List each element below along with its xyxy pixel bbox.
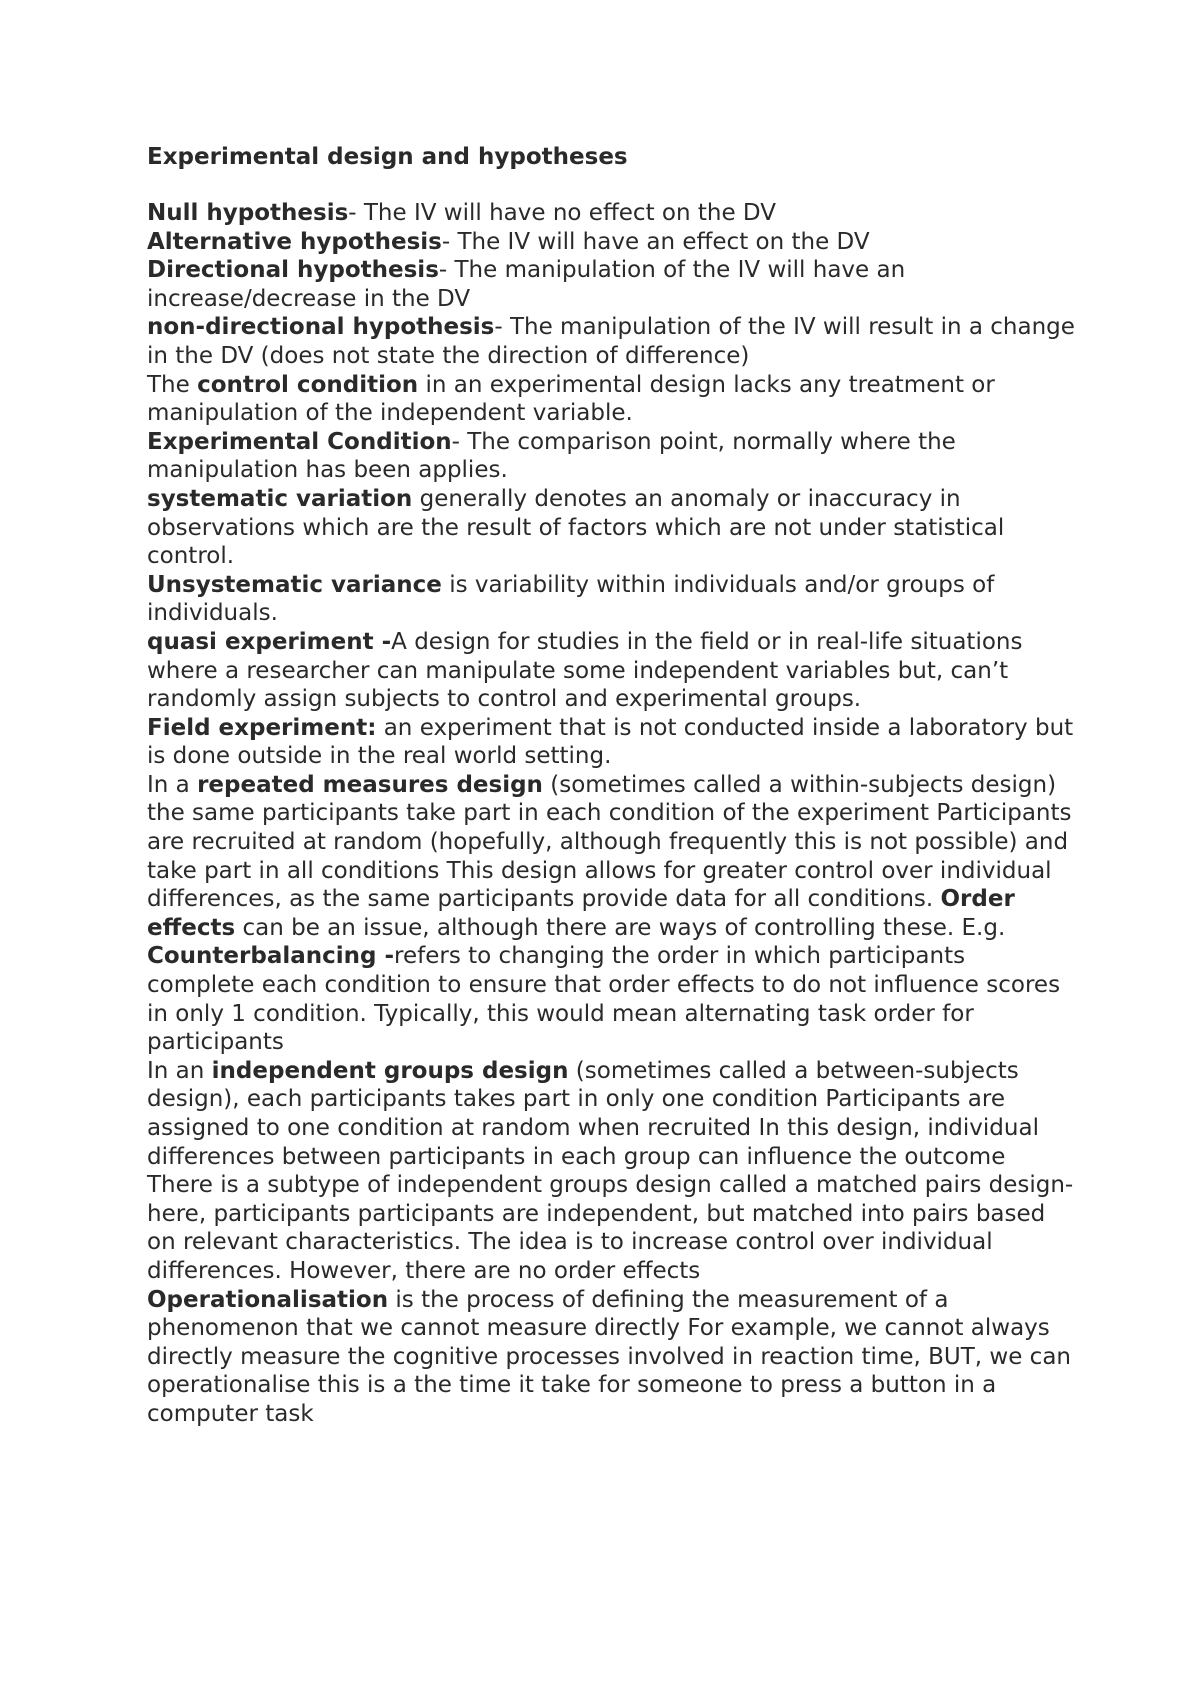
term-null-hypothesis: Null hypothesis <box>147 200 349 226</box>
definition-text: is variability within individuals and/or groups of individuals. <box>147 571 995 627</box>
para-lead-text: In an <box>147 1057 212 1084</box>
term-independent-groups-design: independent groups design <box>211 1057 569 1084</box>
term-non-directional-hypothesis: non-directional hypothesis <box>147 314 495 341</box>
document-title: Experimental design and hypotheses <box>147 144 628 170</box>
definition-text: generally denotes an anomaly or inaccuracy in observations which are the result of factors which are not under statistical control. <box>147 485 1005 570</box>
definition-independent-groups-design <box>147 1057 1077 1286</box>
definition-experimental-condition <box>147 428 1077 485</box>
term-unsystematic-variance: Unsystematic variance <box>147 571 442 598</box>
definition-unsystematic-variance <box>147 571 1077 628</box>
definition-text: - The comparison point, normally where the manipulation has been applies. <box>147 428 956 484</box>
term-alternative-hypothesis: Alternative hypothesis <box>147 228 442 255</box>
definition-text: - The manipulation of the IV will result in a change in the DV (does not state the direction of difference) <box>147 314 1075 369</box>
term-field-experiment: Field experiment: <box>147 714 377 741</box>
definition-text: - The manipulation of the IV will have an increase/decrease in the DV <box>147 257 906 312</box>
definition-text: A design for studies in the field or in real-life situations where a researcher can manipulate some independent variables but, can’t randomly assign subjects to control and experimental groups. <box>147 628 1023 713</box>
definition-text: (sometimes called a within-subjects design) the same participants take part in each condition of the experiment Participants are recruited at random (hopefully, although frequently this is not possible) and take part in all conditions This design allows for greater control over individual differences, as the same participants provide data for all conditions. <box>147 771 1072 913</box>
definition-text-continued: can be an issue, although there are ways of controlling these. E.g. <box>235 914 1006 941</box>
definition-non-directional-hypothesis <box>147 313 1077 370</box>
definition-text: - The IV will have an effect on the DV <box>441 228 870 255</box>
definition-control-condition <box>147 371 1077 428</box>
definition-repeated-measures-design <box>147 771 1077 943</box>
definition-null-hypothesis <box>147 199 1077 228</box>
term-repeated-measures-design: repeated measures design <box>197 771 543 798</box>
term-counterbalancing: Counterbalancing - <box>147 943 395 970</box>
definition-field-experiment <box>147 714 1077 771</box>
definition-text: is the process of defining the measurement of a phenomenon that we cannot measure directly For example, we cannot always directly measure the cognitive processes involved in reaction time, BUT, we can operationalise this is a the time it take for someone to press a button in a computer task <box>147 1286 1071 1427</box>
definition-quasi-experiment <box>147 628 1077 714</box>
term-order-effects: Order effects <box>147 886 1015 941</box>
definition-operationalisation <box>147 1286 1077 1429</box>
definition-text: in an experimental design lacks any treatment or manipulation of the independent variable. <box>147 371 995 427</box>
definition-counterbalancing <box>147 942 1077 1056</box>
term-experimental-condition: Experimental Condition <box>147 428 452 455</box>
term-quasi-experiment: quasi experiment - <box>147 628 392 655</box>
definition-systematic-variation <box>147 485 1077 571</box>
definition-text: refers to changing the order in which participants complete each condition to ensure that order effects to do not influence scores in only 1 condition. Typically, this would mean alternating task order for participants <box>147 943 1061 1056</box>
term-operationalisation: Operationalisation <box>147 1286 389 1313</box>
term-control-condition: control condition <box>197 371 419 398</box>
definition-text: (sometimes called a between-subjects design), each participants takes part in only one condition Participants are assigned to one condition at random when recruited In this design, individual differences between participants in each group can influence the outcome There is a subtype of independent groups design called a matched pairs design- here, participants participants are independent, but matched into pairs based on relevant characteristics. The idea is to increase control over individual differences. However, there are no order effects <box>147 1057 1074 1284</box>
para-lead-text: The <box>147 371 198 398</box>
definition-text: - The IV will have no effect on the DV <box>348 200 776 226</box>
term-directional-hypothesis: Directional hypothesis <box>147 257 439 284</box>
para-lead-text: In a <box>147 771 198 798</box>
term-systematic-variation: systematic variation <box>147 485 413 512</box>
definition-alternative-hypothesis <box>147 228 1077 257</box>
document-body <box>147 141 1077 1429</box>
definition-directional-hypothesis <box>147 256 1077 313</box>
definition-text: an experiment that is not conducted inside a laboratory but is done outside in the real world setting. <box>147 714 1074 770</box>
